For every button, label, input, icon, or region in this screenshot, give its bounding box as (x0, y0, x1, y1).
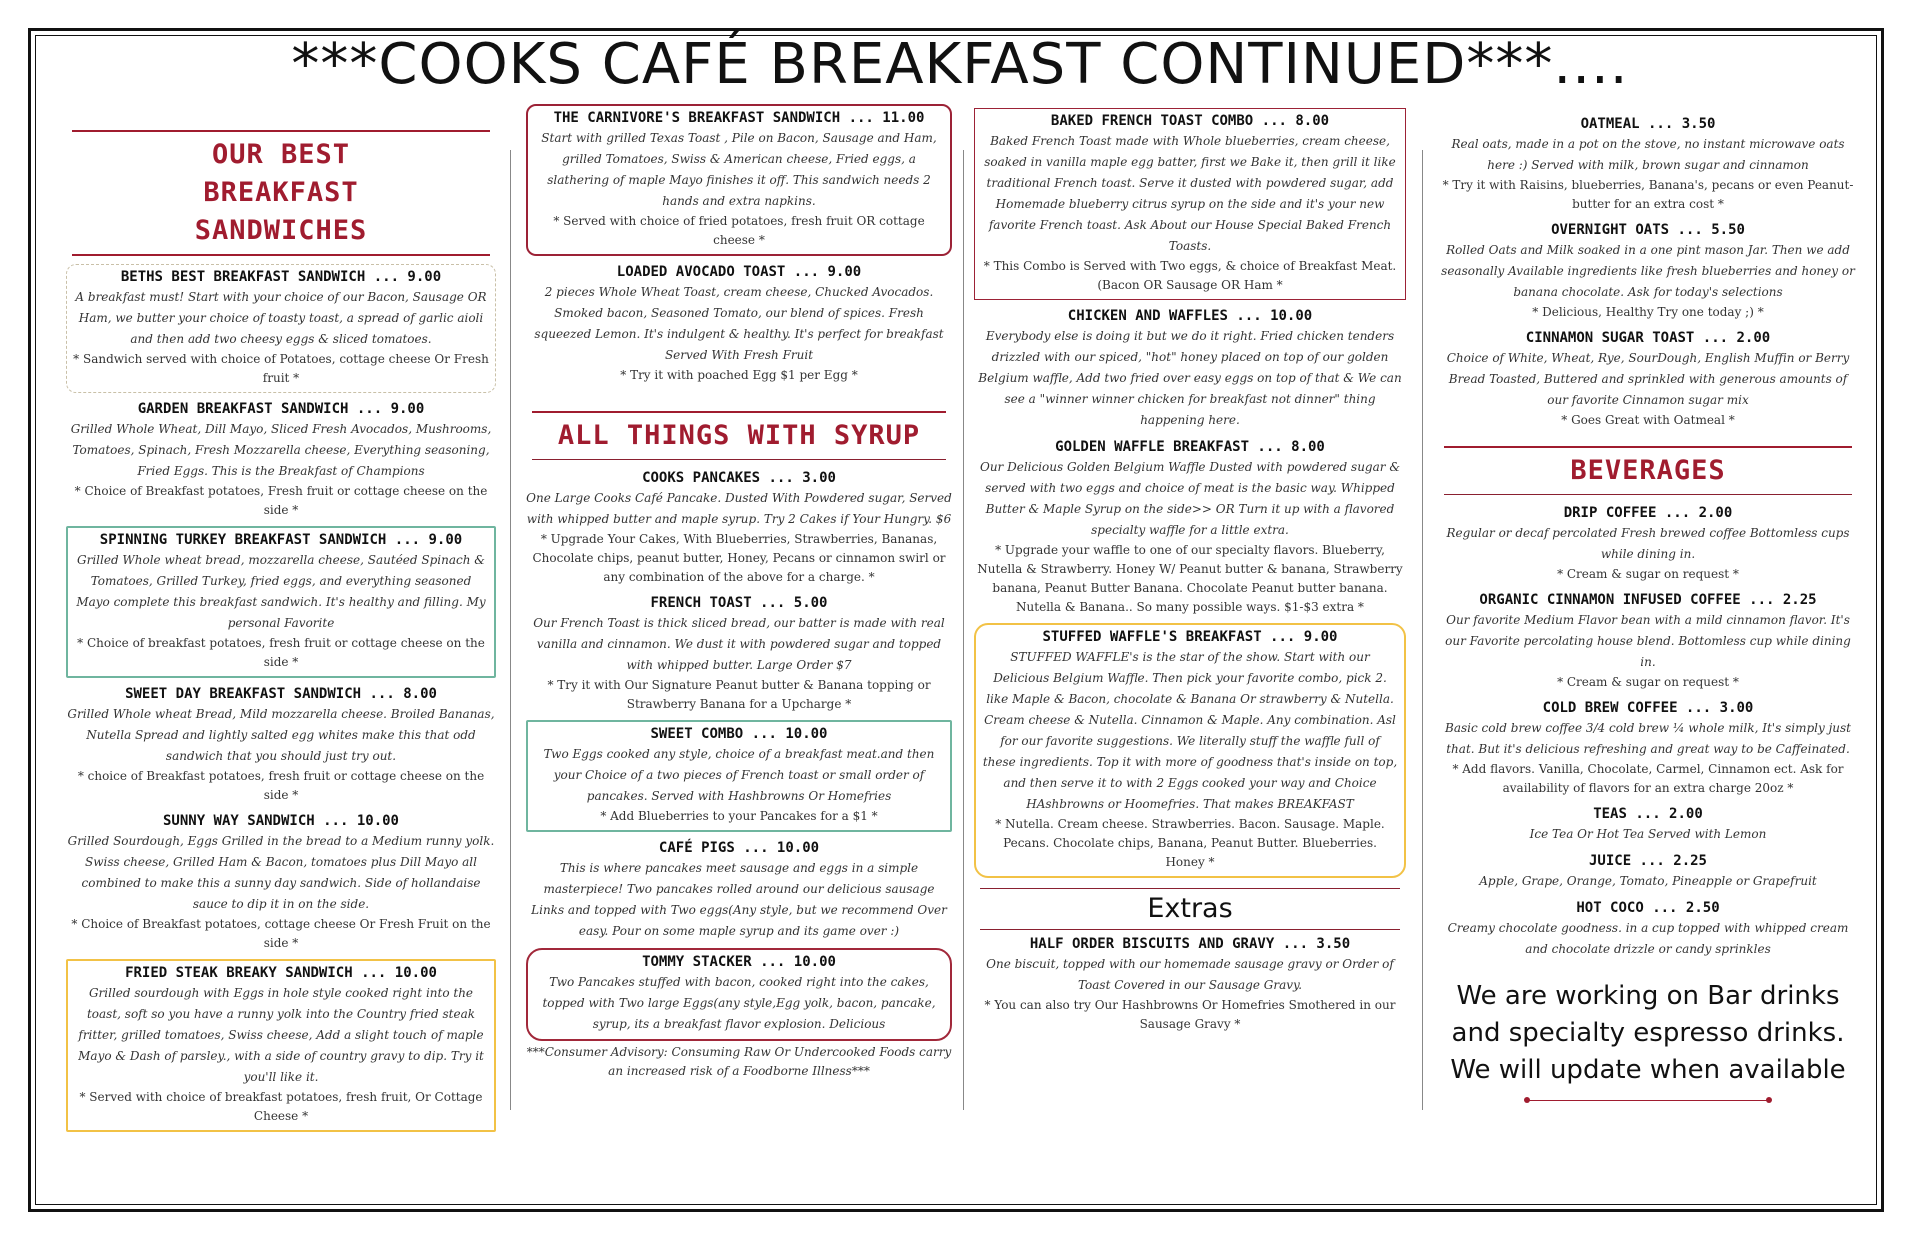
menu-item (66, 399, 496, 520)
section-rule (72, 254, 490, 256)
item-name: HOT COCO ... 2.50 (1576, 900, 1720, 916)
item-description: Grilled Whole wheat bread, mozzarella cheese, Sautéed Spinach & Tomatoes, Grilled Turkey, fried eggs, and everything seasoned Mayo complete this breakfast sandwich. It's healthy and filling. My personal Favorite (76, 553, 486, 630)
item-description: This is where pancakes meet sausage and eggs in a simple masterpiece! Two pancakes rolled around our delicious sausage Links and topped with Two eggs(Any style, but we recommend Over easy. Pour on some maple syrup and its game over :) (531, 861, 947, 938)
section-rule (1444, 446, 1852, 448)
item-note: * You can also try Our Hashbrowns Or Homefries Smothered in our Sausage Gravy * (984, 998, 1396, 1031)
menu-item (526, 838, 952, 942)
item-name: DRIP COFFEE ... 2.00 (1563, 505, 1733, 521)
item-name: TOMMY STACKER ... 10.00 (642, 954, 836, 970)
item-note: * choice of Breakfast potatoes, fresh fruit or cottage cheese on the side * (77, 769, 485, 802)
item-name: BETHS BEST BREAKFAST SANDWICH ... 9.00 (120, 269, 442, 285)
item-name: BAKED FRENCH TOAST COMBO ... 8.00 (1050, 113, 1330, 129)
item-description: Creamy chocolate goodness. in a cup topped with whipped cream and chocolate drizzle or candy sprinkles (1447, 921, 1849, 956)
section-heading-syrup: ALL THINGS WITH SYRUP (557, 420, 921, 451)
menu-item (1438, 698, 1858, 798)
section-rule (532, 411, 946, 413)
section-rule (72, 130, 490, 132)
item-name: CHICKEN AND WAFFLES ... 10.00 (1067, 308, 1313, 324)
item-name: OATMEAL ... 3.50 (1580, 116, 1716, 132)
item-name: FRIED STEAK BREAKY SANDWICH ... 10.00 (125, 965, 437, 981)
item-name: THE CARNIVORE'S BREAKFAST SANDWICH ... 11.00 (553, 110, 925, 126)
column-divider (510, 150, 511, 1110)
menu-item (526, 948, 952, 1041)
menu-item (66, 684, 496, 805)
item-note: * Served with choice of fried potatoes, fresh fruit OR cottage cheese * (553, 214, 925, 247)
menu-item (1438, 851, 1858, 892)
item-note: * Sandwich served with choice of Potatoes, cottage cheese Or Fresh fruit * (73, 352, 489, 385)
item-name: JUICE ... 2.25 (1588, 853, 1707, 869)
item-name: COOKS PANCAKES ... 3.00 (642, 470, 836, 486)
item-description: Baked French Toast made with Whole blueberries, cream cheese, soaked in vanilla maple egg batter, first we Bake it, then grill it like traditional French toast. Serve it dusted with powdered sugar, add Homemade blueberry citrus syrup on the side and it's your new favorite French toast. Ask About our House Special Baked French Toasts. (984, 134, 1396, 253)
menu-item (66, 264, 496, 393)
menu-item (526, 593, 952, 714)
menu-item (66, 811, 496, 953)
item-note: * Add Blueberries to your Pancakes for a $1 * (600, 809, 878, 823)
menu-item (1438, 898, 1858, 960)
column-4 (1438, 114, 1858, 1107)
menu-item (526, 104, 952, 256)
item-note: * Try it with Our Signature Peanut butter & Banana topping or Strawberry Banana for a Upcharge * (547, 678, 931, 711)
item-name: CAFÉ PIGS ... 10.00 (658, 840, 820, 856)
item-description: Two Eggs cooked any style, choice of a breakfast meat.and then your Choice of a two pieces of French toast or small order of pancakes. Served with Hashbrowns Or Homefries (543, 747, 935, 803)
menu-item (1438, 114, 1858, 214)
menu-item (1438, 503, 1858, 584)
section-heading-sandwiches: OUR BEST BREAKFAST SANDWICHES (194, 139, 368, 246)
item-note: * Choice of breakfast potatoes, fresh fruit or cottage cheese on the side * (77, 636, 485, 669)
item-name: OVERNIGHT OATS ... 5.50 (1551, 222, 1745, 238)
item-note: * Cream & sugar on request * (1557, 675, 1739, 689)
menu-item (1438, 220, 1858, 322)
item-note: * Served with choice of breakfast potatoes, fresh fruit, Or Cottage Cheese * (79, 1090, 483, 1123)
item-name: GOLDEN WAFFLE BREAKFAST ... 8.00 (1055, 439, 1325, 455)
column-1 (66, 100, 496, 1138)
item-description: Everybody else is doing it but we do it right. Fried chicken tenders drizzled with our spiced, "hot" honey placed on top of our golden Belgium waffle, Add two fried over easy eggs on top of that & We can see a "winner winner chicken for breakfast not dinner" thing happening here. (978, 329, 1402, 427)
section-rule (532, 459, 946, 460)
item-name: SWEET DAY BREAKFAST SANDWICH ... 8.00 (125, 686, 437, 702)
item-description: Our favorite Medium Flavor bean with a mild cinnamon flavor. It's our Favorite percolating house blend. Bottomless cup while dining in. (1445, 613, 1851, 669)
item-note: * Goes Great with Oatmeal * (1561, 413, 1735, 427)
item-name: TEAS ... 2.00 (1593, 806, 1703, 822)
menu-item (526, 468, 952, 587)
menu-item (1438, 328, 1858, 430)
item-note: * Choice of Breakfast potatoes, cottage cheese Or Fresh Fruit on the side * (71, 917, 491, 950)
item-description: One biscuit, topped with our homemade sausage gravy or Order of Toast Covered in our Sausage Gravy. (986, 957, 1394, 992)
item-note: * Nutella. Cream cheese. Strawberries. Bacon. Sausage. Maple. Pecans. Chocolate chips, Banana, Peanut Butter. Blueberries. Honey * (995, 817, 1385, 869)
item-description: Two Pancakes stuffed with bacon, cooked right into the cakes, topped with Two large Eggs(any style,Egg yolk, bacon, pancake, syrup, its a breakfast flavor explosion. Delicious (542, 975, 936, 1031)
item-name: STUFFED WAFFLE'S BREAKFAST ... 9.00 (1042, 629, 1338, 645)
item-description: Choice of White, Wheat, Rye, SourDough, English Muffin or Berry Bread Toasted, Buttered and sprinkled with generous amounts of our favorite Cinnamon sugar mix (1446, 351, 1850, 407)
item-description: Ice Tea Or Hot Tea Served with Lemon (1529, 827, 1767, 841)
menu-item (974, 108, 1406, 300)
menu-item (1438, 590, 1858, 692)
column-divider (963, 150, 964, 1110)
column-divider (1422, 150, 1423, 1110)
menu-item (1438, 804, 1858, 845)
item-note: * Upgrade your waffle to one of our specialty flavors. Blueberry, Nutella & Strawberry. Honey W/ Peanut butter & banana, Strawberry banana, Peanut Butter Banana. Chocolate Peanut butter banana. Nutella & Banana.. So many possible ways. $1-$3 extra * (977, 543, 1403, 614)
column-2 (526, 104, 952, 1081)
item-description: Grilled Whole wheat Bread, Mild mozzarella cheese. Broiled Bananas, Nutella Spread and lightly salted egg whites make this that odd sandwich that you should just try out. (67, 707, 495, 763)
menu-item (526, 262, 952, 385)
column-3 (974, 108, 1406, 1040)
section-heading-beverages: BEVERAGES (1570, 455, 1726, 486)
item-note: * Delicious, Healthy Try one today ;) * (1532, 305, 1764, 319)
closing-note: We are working on Bar drinks and specialty espresso drinks. We will update when available (1450, 981, 1846, 1085)
section-rule (1444, 494, 1852, 495)
item-note: * Add flavors. Vanilla, Chocolate, Carmel, Cinnamon ect. Ask for availability of flavors for an extra charge 20oz * (1452, 762, 1844, 795)
item-description: Grilled Whole Wheat, Dill Mayo, Sliced Fresh Avocados, Mushrooms, Tomatoes, Spinach, Fresh Mozzarella cheese, Everything seasoning, Fried Eggs. This is the Breakfast of Champions (70, 422, 492, 478)
item-description: Our French Toast is thick sliced bread, our batter is made with real vanilla and cinnamon. We dust it with powdered sugar and topped with whipped butter. Large Order $7 (533, 616, 945, 672)
item-description: 2 pieces Whole Wheat Toast, cream cheese, Chucked Avocados. Smoked bacon, Seasoned Tomato, our blend of spices. Fresh squeezed Lemon. It's indulgent & healthy. It's perfect for breakfast Served With Fresh Fruit (534, 285, 944, 362)
item-description: Apple, Grape, Orange, Tomato, Pineapple or Grapefruit (1479, 874, 1817, 888)
item-description: Real oats, made in a pot on the stove, no instant microwave oats here :) Served with milk, brown sugar and cinnamon (1451, 137, 1845, 172)
item-name: SUNNY WAY SANDWICH ... 10.00 (162, 813, 399, 829)
item-note: * Choice of Breakfast potatoes, Fresh fruit or cottage cheese on the side * (74, 484, 488, 517)
menu-item (974, 437, 1406, 617)
item-name: COLD BREW COFFEE ... 3.00 (1542, 700, 1754, 716)
item-description: Regular or decaf percolated Fresh brewed coffee Bottomless cups while dining in. (1446, 526, 1850, 561)
item-name: GARDEN BREAKFAST SANDWICH ... 9.00 (137, 401, 425, 417)
menu-item (974, 934, 1406, 1034)
item-name: FRENCH TOAST ... 5.00 (650, 595, 828, 611)
item-description: Rolled Oats and Milk soaked in a one pint mason Jar. Then we add seasonally Available ingredients like fresh blueberries and honey or banana chocolate. Ask for today's selections (1441, 243, 1855, 299)
item-name: HALF ORDER BISCUITS AND GRAVY ... 3.50 (1029, 936, 1351, 952)
item-description: Grilled sourdough with Eggs in hole style cooked right into the toast, soft so you have a runny yolk into the Country fried steak fritter, grilled tomatoes, Swiss cheese, Add a slight touch of maple Mayo & Dash of parsley., with a side of country gravy to dip. Try it you'll like it. (78, 986, 484, 1084)
closing-ornament (1438, 1095, 1858, 1107)
menu-item (66, 526, 496, 678)
item-name: LOADED AVOCADO TOAST ... 9.00 (616, 264, 862, 280)
item-note: * Cream & sugar on request * (1557, 567, 1739, 581)
section-rule (980, 929, 1400, 930)
item-description: One Large Cooks Café Pancake. Dusted With Powdered sugar, Served with whipped butter and maple syrup. Try 2 Cakes if Your Hungry. $6 (526, 491, 952, 526)
item-name: SWEET COMBO ... 10.00 (650, 726, 828, 742)
item-description: Grilled Sourdough, Eggs Grilled in the bread to a Medium runny yolk. Swiss cheese, Grilled Ham & Bacon, tomatoes plus Dill Mayo all combined to make this a sunny day sandwich. Side of hollandaise sauce to dip it in on the side. (67, 834, 495, 911)
item-description: Basic cold brew coffee 3/4 cold brew ¼ whole milk, It's simply just that. But it's delicious refreshing and great way to be Caffeinated. (1445, 721, 1851, 756)
item-note: * Try it with poached Egg $1 per Egg * (620, 368, 858, 382)
menu-item (974, 623, 1406, 878)
item-note: * This Combo is Served with Two eggs, & choice of Breakfast Meat. (Bacon OR Sausage OR Ham * (983, 259, 1397, 292)
item-description: STUFFED WAFFLE's is the star of the show. Start with our Delicious Belgium Waffle. Then pick your favorite combo, pick 2. like Maple & Bacon, chocolate & Banana Or strawberry & Nutella. Cream cheese & Nutella. Cinnamon & Maple. Any combination. Asl for our favorite suggestions. We literally stuff the waffle full of these ingredients. Top it with more of goodness that's inside on top, and then serve it to with 2 Eggs cooked your way and Choice HAshbrowns or Hoomefries. That makes BREAKFAST (982, 650, 1398, 811)
item-name: SPINNING TURKEY BREAKFAST SANDWICH ... 9.00 (99, 532, 463, 548)
item-name: CINNAMON SUGAR TOAST ... 2.00 (1525, 330, 1771, 346)
menu-item (526, 720, 952, 832)
page-title: ***COOKS CAFÉ BREAKFAST CONTINUED***.... (291, 32, 1629, 97)
item-description: Start with grilled Texas Toast , Pile on Bacon, Sausage and Ham, grilled Tomatoes, Swiss & American cheese, Fried eggs, a slathering of maple Mayo finishes it off. This sandwich needs 2 hands and extra napkins. (541, 131, 937, 208)
item-name: ORGANIC CINNAMON INFUSED COFFEE ... 2.25 (1479, 592, 1817, 608)
item-description: Our Delicious Golden Belgium Waffle Dusted with powdered sugar & served with two eggs and choice of meat is the basic way. Whipped Butter & Maple Syrup on the side>> OR Turn it up with a flavored specialty waffle for a little extra. (979, 460, 1401, 537)
menu-item (66, 959, 496, 1132)
consumer-advisory: ***Consumer Advisory: Consuming Raw Or Undercooked Foods carry an increased risk of a Foodborne Illness*** (526, 1045, 952, 1078)
menu-item (974, 306, 1406, 431)
item-note: * Try it with Raisins, blueberries, Banana's, pecans or even Peanut-butter for an extra cost * (1442, 178, 1854, 211)
item-description: A breakfast must! Start with your choice of our Bacon, Sausage OR Ham, we butter your choice of toasty toast, a spread of garlic aioli and then add two cheesy eggs & sliced tomatoes. (75, 290, 487, 346)
section-heading-extras: Extras (1147, 893, 1233, 924)
item-note: * Upgrade Your Cakes, With Blueberries, Strawberries, Bananas, Chocolate chips, peanut butter, Honey, Pecans or cinnamon swirl or any combination of the above for a charge. * (532, 532, 946, 584)
